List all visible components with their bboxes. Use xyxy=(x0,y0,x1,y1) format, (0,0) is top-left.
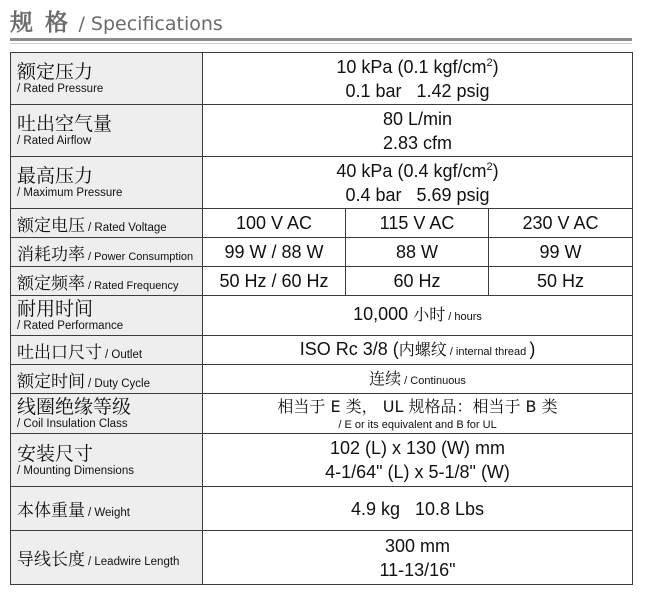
row-coil-insulation xyxy=(11,394,633,434)
label-power-consumption: 消耗功率 / Power Consumption xyxy=(11,238,203,267)
title-zh: 规 格 xyxy=(10,10,71,36)
spec-table xyxy=(10,52,633,585)
row-rated-pressure xyxy=(11,53,633,105)
value-mounting-dimensions: 102 (L) x 130 (W) mm 4-1/64" (L) x 5-1/8" (W) xyxy=(203,434,633,487)
value-duty-cycle: 连续 / Continuous xyxy=(203,365,633,394)
label-maximum-pressure: 最高压力 / Maximum Pressure xyxy=(11,157,203,209)
label-leadwire-length: 导线长度 / Leadwire Length xyxy=(11,531,203,585)
row-maximum-pressure xyxy=(11,157,633,209)
value-leadwire-length: 300 mm 11-13/16" xyxy=(203,531,633,585)
value-frequency-3: 50 Hz xyxy=(489,267,633,296)
label-coil-insulation: 线圈绝缘等级 / Coil Insulation Class xyxy=(11,394,203,434)
value-voltage-1: 100 V AC xyxy=(203,209,346,238)
label-rated-pressure: 额定压力 / Rated Pressure xyxy=(11,53,203,105)
value-rated-performance: 10,000 小时 / hours xyxy=(203,296,633,336)
row-rated-performance xyxy=(11,296,633,336)
row-weight xyxy=(11,487,633,531)
row-rated-frequency xyxy=(11,267,633,296)
row-outlet xyxy=(11,336,633,365)
label-rated-frequency: 额定频率 / Rated Frequency xyxy=(11,267,203,296)
value-frequency-2: 60 Hz xyxy=(346,267,489,296)
title-en: / Specifications xyxy=(78,13,223,35)
label-weight: 本体重量 / Weight xyxy=(11,487,203,531)
label-rated-airflow: 吐出空气量 / Rated Airflow xyxy=(11,105,203,157)
label-duty-cycle: 额定时间 / Duty Cycle xyxy=(11,365,203,394)
row-mounting-dimensions xyxy=(11,434,633,487)
row-rated-airflow xyxy=(11,105,633,157)
row-duty-cycle xyxy=(11,365,633,394)
row-power-consumption xyxy=(11,238,633,267)
value-rated-airflow: 80 L/min 2.83 cfm xyxy=(203,105,633,157)
row-leadwire-length xyxy=(11,531,633,585)
value-voltage-3: 230 V AC xyxy=(489,209,633,238)
value-rated-pressure: 10 kPa (0.1 kgf/$cm^2$) 0.1 bar 1.42 psig xyxy=(203,53,633,105)
row-rated-voltage xyxy=(11,209,633,238)
label-rated-performance: 耐用时间 / Rated Performance xyxy=(11,296,203,336)
value-weight: 4.9 kg 10.8 Lbs xyxy=(203,487,633,531)
header-rule xyxy=(10,38,632,41)
label-rated-voltage: 额定电压 / Rated Voltage xyxy=(11,209,203,238)
value-power-1: 99 W / 88 W xyxy=(203,238,346,267)
label-outlet: 吐出口尺寸 / Outlet xyxy=(11,336,203,365)
value-frequency-1: 50 Hz / 60 Hz xyxy=(203,267,346,296)
value-power-3: 99 W xyxy=(489,238,633,267)
value-power-2: 88 W xyxy=(346,238,489,267)
header-rule-thin xyxy=(10,43,632,44)
label-mounting-dimensions: 安装尺寸 / Mounting Dimensions xyxy=(11,434,203,487)
value-maximum-pressure: 40 kPa (0.4 kgf/$cm^2$) 0.4 bar 5.69 psig xyxy=(203,157,633,209)
page-header xyxy=(10,4,223,38)
value-voltage-2: 115 V AC xyxy=(346,209,489,238)
value-coil-insulation: 相当于 E 类， UL 规格品：相当于 B 类 / E or its equivalent and B for UL xyxy=(203,394,633,434)
value-outlet: ISO Rc 3/8 (内螺纹 / internal thread ) xyxy=(203,336,633,365)
